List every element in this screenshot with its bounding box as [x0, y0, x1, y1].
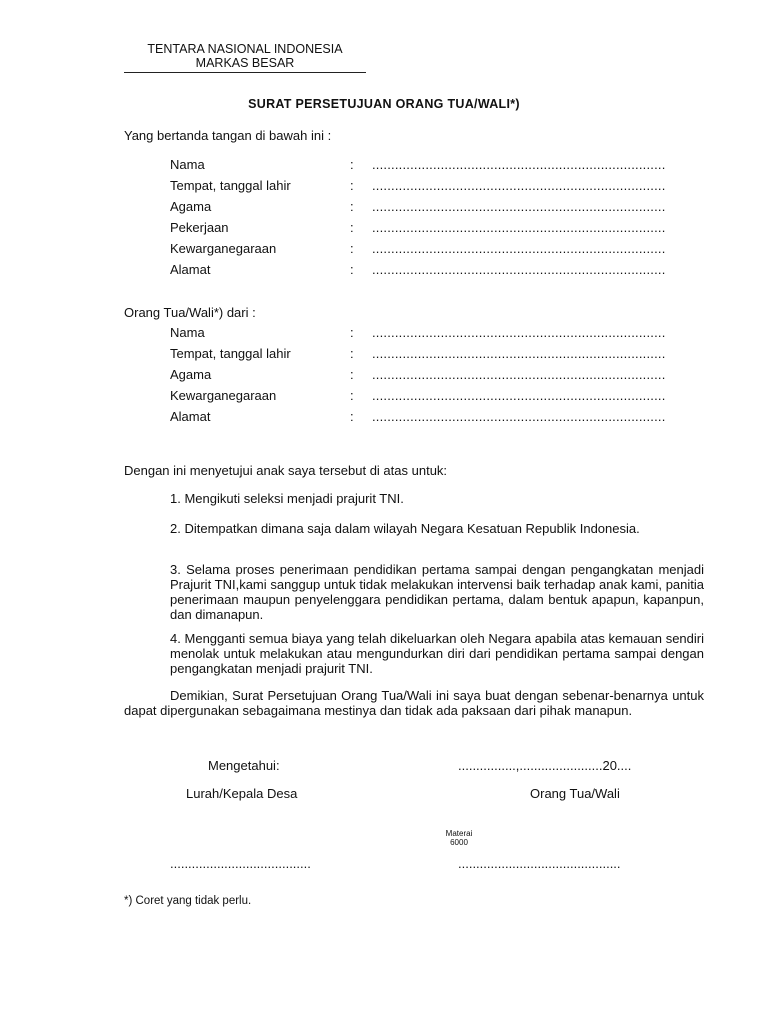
parent-signature-line[interactable]: ............................................. — [458, 856, 621, 871]
footnote: *) Coret yang tidak perlu. — [124, 895, 252, 907]
stamp-duty-label — [436, 829, 482, 847]
field-label: Agama — [170, 367, 212, 382]
field-colon: : — [350, 199, 354, 214]
field-label: Agama — [170, 199, 212, 214]
place-date-line[interactable]: ................,.......................20.... — [458, 758, 632, 773]
signer-field-pekerjaan — [170, 220, 710, 238]
fill-in-line[interactable]: ............................................................................. — [372, 199, 666, 214]
field-label: Kewarganegaraan — [170, 388, 277, 403]
signer-field-alamat — [170, 262, 710, 280]
letterhead-org: TENTARA NASIONAL INDONESIA — [147, 42, 343, 56]
fill-in-line[interactable]: ............................................................................. — [372, 157, 666, 172]
child-field-nama — [170, 325, 710, 343]
field-label: Nama — [170, 157, 205, 172]
fill-in-line[interactable]: ............................................................................. — [372, 220, 666, 235]
fill-in-line[interactable]: ............................................................................. — [372, 388, 666, 403]
child-intro-text: Orang Tua/Wali*) dari : — [124, 305, 256, 320]
field-colon: : — [350, 178, 354, 193]
child-field-alamat — [170, 409, 710, 427]
field-label: Alamat — [170, 262, 211, 277]
signer-field-nama — [170, 157, 710, 175]
field-label: Alamat — [170, 409, 211, 424]
field-colon: : — [350, 220, 354, 235]
field-label: Tempat, tanggal lahir — [170, 178, 291, 193]
letterhead — [124, 42, 366, 73]
field-colon: : — [350, 157, 354, 172]
field-label: Nama — [170, 325, 205, 340]
fill-in-line[interactable]: ............................................................................. — [372, 325, 666, 340]
field-label: Tempat, tanggal lahir — [170, 346, 291, 361]
fill-in-line[interactable]: ............................................................................. — [372, 178, 666, 193]
field-colon: : — [350, 388, 354, 403]
field-colon: : — [350, 409, 354, 424]
letterhead-unit: MARKAS BESAR — [195, 56, 295, 70]
fill-in-line[interactable]: ............................................................................. — [372, 367, 666, 382]
village-head-signature-line[interactable]: ....................................... — [170, 856, 311, 871]
consent-intro-text: Dengan ini menyetujui anak saya tersebut di atas untuk: — [124, 463, 448, 478]
fill-in-line[interactable]: ............................................................................. — [372, 409, 666, 424]
child-field-ttl — [170, 346, 710, 364]
fill-in-line[interactable]: ............................................................................. — [372, 346, 666, 361]
closing-paragraph: Demikian, Surat Persetujuan Orang Tua/Wali ini saya buat dengan sebenar-benarnya untuk dapat dipergunakan sebagaimana mestinya dan tidak ada paksaan dari pihak manapun. — [124, 688, 704, 718]
stamp-duty-text: Materai — [445, 829, 473, 838]
field-colon: : — [350, 346, 354, 361]
acknowledged-heading: Mengetahui: — [208, 758, 280, 773]
field-colon: : — [350, 325, 354, 340]
field-label: Kewarganegaraan — [170, 241, 277, 256]
document-title: SURAT PERSETUJUAN ORANG TUA/WALI*) — [248, 97, 520, 111]
parent-guardian-role: Orang Tua/Wali — [530, 786, 620, 801]
field-colon: : — [350, 241, 354, 256]
fill-in-line[interactable]: ............................................................................. — [372, 262, 666, 277]
consent-item-2: 2. Ditempatkan dimana saja dalam wilayah Negara Kesatuan Republik Indonesia. — [170, 521, 640, 536]
field-colon: : — [350, 262, 354, 277]
child-field-agama — [170, 367, 710, 385]
stamp-duty-value: 6000 — [450, 838, 468, 847]
signer-field-agama — [170, 199, 710, 217]
consent-item-1: 1. Mengikuti seleksi menjadi prajurit TNI. — [170, 491, 404, 506]
field-label: Pekerjaan — [170, 220, 229, 235]
signer-field-kewarganegaraan — [170, 241, 710, 259]
village-head-role: Lurah/Kepala Desa — [186, 786, 298, 801]
child-field-kewarganegaraan — [170, 388, 710, 406]
field-colon: : — [350, 367, 354, 382]
consent-item-4: 4. Mengganti semua biaya yang telah dikeluarkan oleh Negara apabila atas kemauan sendiri menolak untuk melakukan atau mengundurkan diri dari pendidikan pertama sampai dengan pengangkatan menjadi prajurit TNI. — [170, 631, 704, 676]
intro-text: Yang bertanda tangan di bawah ini : — [124, 128, 332, 143]
fill-in-line[interactable]: ............................................................................. — [372, 241, 666, 256]
consent-item-3: 3. Selama proses penerimaan pendidikan pertama sampai dengan pengangkatan menjadi Prajurit TNI,kami sanggup untuk tidak melakukan intervensi baik terhadap anak kami, panitia penerimaan maupun penyelenggara pendidikan pertama, dalam bentuk apapun, kapanpun, dan dimanapun. — [170, 562, 704, 622]
signer-field-ttl — [170, 178, 710, 196]
